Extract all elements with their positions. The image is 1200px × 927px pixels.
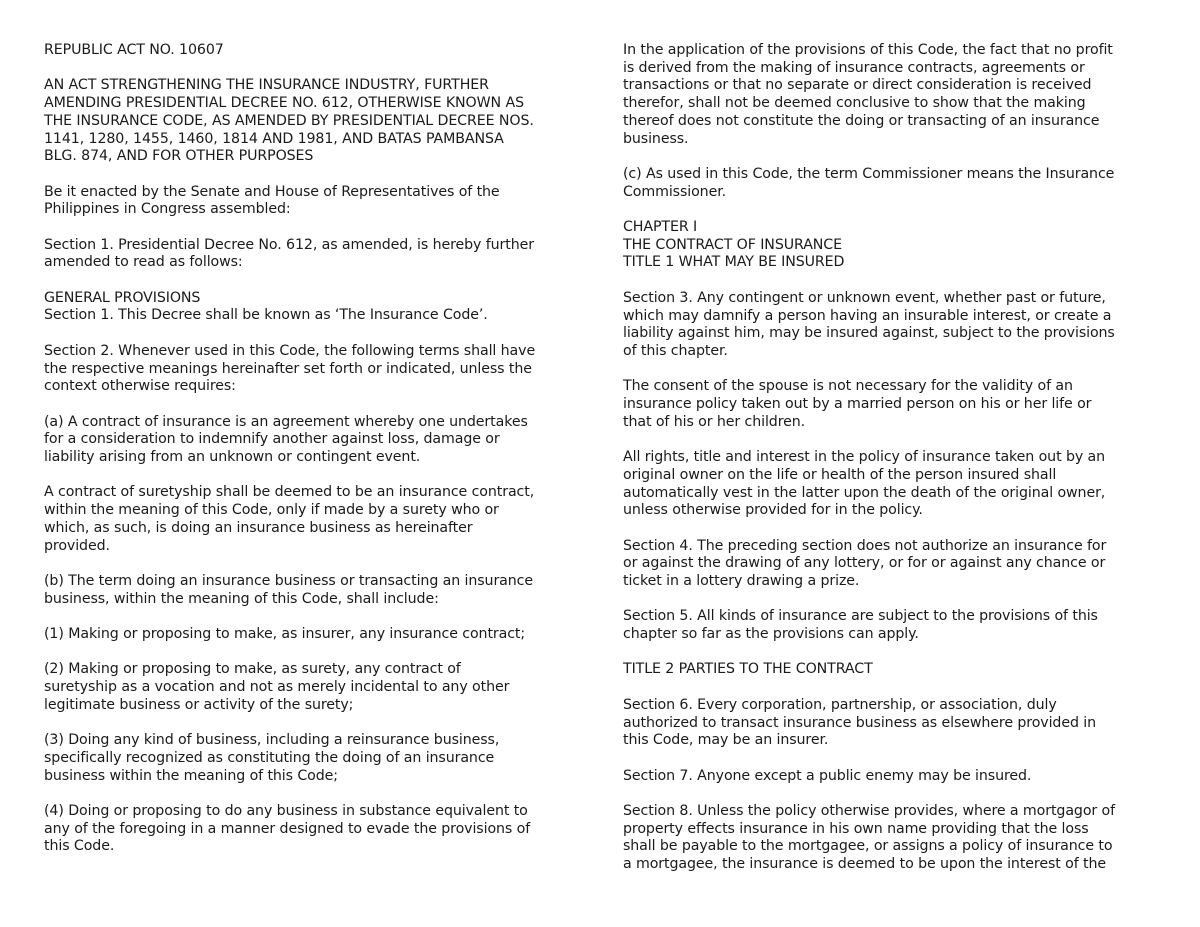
chapter-heading: CHAPTER I <box>623 219 698 235</box>
text-line: unless otherwise provided for in the policy. <box>623 502 923 519</box>
text-line: AN ACT STRENGTHENING THE INSURANCE INDUSTRY, FURTHER <box>44 77 489 94</box>
text-line: suretyship as a vocation and not as merely incidental to any other <box>44 679 510 696</box>
text-line: liability arising from an unknown or contingent event. <box>44 449 421 466</box>
text-line: (b) The term doing an insurance business or transacting an insurance <box>44 572 534 589</box>
text-line: any of the foregoing in a manner designed to evade the provisions of <box>44 820 531 837</box>
text-line: is derived from the making of insurance contracts, agreements or <box>623 59 1085 76</box>
text-line: original owner on the life or health of the person insured shall <box>623 466 1057 483</box>
text-line: which may damnify a person having an insurable interest, or create a <box>623 307 1112 324</box>
text-line: (2) Making or proposing to make, as surety, any contract of <box>44 661 461 678</box>
chapter-header <box>623 219 1168 272</box>
enactment-clause <box>44 184 584 219</box>
text-line: (c) As used in this Code, the term Commissioner means the Insurance <box>623 165 1115 182</box>
left-column <box>44 42 584 856</box>
text-line: insurance policy taken out by a married person on his or her life or <box>623 396 1092 412</box>
act-title: REPUBLIC ACT NO. 10607 <box>44 42 224 58</box>
text-line: Section 3. Any contingent or unknown event, whether past or future, <box>623 289 1106 306</box>
text-line: (1) Making or proposing to make, as insurer, any insurance contract; <box>44 626 526 643</box>
text-line: chapter so far as the provisions can apply. <box>623 626 919 643</box>
text-line: thereof does not constitute the doing or transacting of an insurance <box>623 112 1100 129</box>
text-line: property effects insurance in his own name providing that the loss <box>623 820 1089 837</box>
spouse-consent-paragraph <box>623 378 1168 431</box>
text-line: Section 4. The preceding section does not authorize an insurance for <box>623 537 1107 554</box>
text-line: In the application of the provisions of this Code, the fact that no profit <box>623 42 1113 58</box>
section-1-title: Section 1. This Decree shall be known as ‘The Insurance Code’. <box>44 307 488 324</box>
title-1-heading: TITLE 1 WHAT MAY BE INSURED <box>623 254 845 271</box>
section-1-amendment <box>44 237 584 272</box>
list-item-2 <box>44 661 584 714</box>
list-item-3 <box>44 732 584 785</box>
text-line: Be it enacted by the Senate and House of Representatives of the <box>44 183 500 200</box>
text-line: within the meaning of this Code, only if made by a surety who or <box>44 502 499 519</box>
text-line: the respective meanings hereinafter set forth or indicated, unless the <box>44 360 532 377</box>
text-line: Philippines in Congress assembled: <box>44 201 291 218</box>
act-description <box>44 77 584 166</box>
text-line: authorized to transact insurance business as elsewhere provided in <box>623 714 1096 731</box>
text-line: context otherwise requires: <box>44 378 236 395</box>
section-4 <box>623 538 1168 591</box>
text-line: AMENDING PRESIDENTIAL DECREE NO. 612, OTHERWISE KNOWN AS <box>44 95 524 112</box>
text-line: transactions or that no separate or direct consideration is received <box>623 77 1092 94</box>
text-line: A contract of suretyship shall be deemed to be an insurance contract, <box>44 484 535 501</box>
text-line: therefor, shall not be deemed conclusive to show that the making <box>623 95 1086 112</box>
definition-a <box>44 414 584 467</box>
text-line: a mortgagee, the insurance is deemed to be upon the interest of the <box>623 856 1106 873</box>
section-2 <box>44 343 584 396</box>
text-line: THE INSURANCE CODE, AS AMENDED BY PRESIDENTIAL DECREE NOS. <box>44 112 534 129</box>
suretyship-paragraph <box>44 484 584 555</box>
text-line: Section 1. Presidential Decree No. 612, as amended, is hereby further <box>44 236 534 253</box>
text-line: (3) Doing any kind of business, including a reinsurance business, <box>44 732 500 749</box>
text-line: The consent of the spouse is not necessary for the validity of an <box>623 378 1073 395</box>
text-line: or against the drawing of any lottery, or for or against any chance or <box>623 555 1106 572</box>
text-line: automatically vest in the latter upon the death of the original owner, <box>623 484 1106 501</box>
text-line: legitimate business or activity of the surety; <box>44 696 354 713</box>
text-line: All rights, title and interest in the policy of insurance taken out by an <box>623 449 1106 466</box>
text-line: Section 6. Every corporation, partnership, or association, duly <box>623 696 1057 713</box>
text-line: provided. <box>44 537 110 554</box>
text-line: (a) A contract of insurance is an agreement whereby one undertakes <box>44 413 528 430</box>
text-line: this Code, may be an insurer. <box>623 732 829 749</box>
section-8 <box>623 803 1168 874</box>
text-line: Section 8. Unless the policy otherwise provides, where a mortgagor of <box>623 803 1116 820</box>
text-line: liability against him, may be insured against, subject to the provisions <box>623 325 1115 342</box>
text-line: which, as such, is doing an insurance business as hereinafter <box>44 519 473 536</box>
text-line: of this chapter. <box>623 342 728 359</box>
text-line: shall be payable to the mortgagee, or assigns a policy of insurance to <box>623 838 1113 855</box>
text-line: ticket in a lottery drawing a prize. <box>623 573 860 589</box>
definition-c <box>623 166 1168 201</box>
text-line: business. <box>623 130 689 147</box>
text-line: for a consideration to indemnify another against loss, damage or <box>44 431 500 448</box>
text-line: this Code. <box>44 838 115 855</box>
section-3 <box>623 290 1168 361</box>
title-2-heading: TITLE 2 PARTIES TO THE CONTRACT <box>623 661 873 678</box>
text-line: 1141, 1280, 1455, 1460, 1814 AND 1981, AND BATAS PAMBANSA <box>44 130 504 147</box>
chapter-title: THE CONTRACT OF INSURANCE <box>623 236 842 253</box>
text-line: Section 7. Anyone except a public enemy may be insured. <box>623 767 1032 784</box>
text-line: amended to read as follows: <box>44 254 243 271</box>
no-profit-paragraph <box>623 42 1168 148</box>
definition-b <box>44 573 584 608</box>
right-column <box>623 42 1168 874</box>
section-heading: GENERAL PROVISIONS <box>44 289 201 306</box>
text-line: business within the meaning of this Code; <box>44 767 338 784</box>
list-item-1 <box>44 626 584 644</box>
text-line: (4) Doing or proposing to do any business in substance equivalent to <box>44 803 528 820</box>
text-line: BLG. 874, AND FOR OTHER PURPOSES <box>44 148 314 165</box>
section-7 <box>623 768 1168 786</box>
text-line: that of his or her children. <box>623 413 806 430</box>
text-line: specifically recognized as constituting the doing of an insurance <box>44 749 495 766</box>
list-item-4 <box>44 803 584 856</box>
section-5 <box>623 608 1168 643</box>
section-6 <box>623 697 1168 750</box>
text-line: Commissioner. <box>623 183 727 200</box>
text-line: business, within the meaning of this Code, shall include: <box>44 590 439 607</box>
general-provisions <box>44 290 584 325</box>
text-line: Section 2. Whenever used in this Code, the following terms shall have <box>44 342 536 359</box>
rights-paragraph <box>623 449 1168 520</box>
text-line: Section 5. All kinds of insurance are subject to the provisions of this <box>623 608 1098 625</box>
